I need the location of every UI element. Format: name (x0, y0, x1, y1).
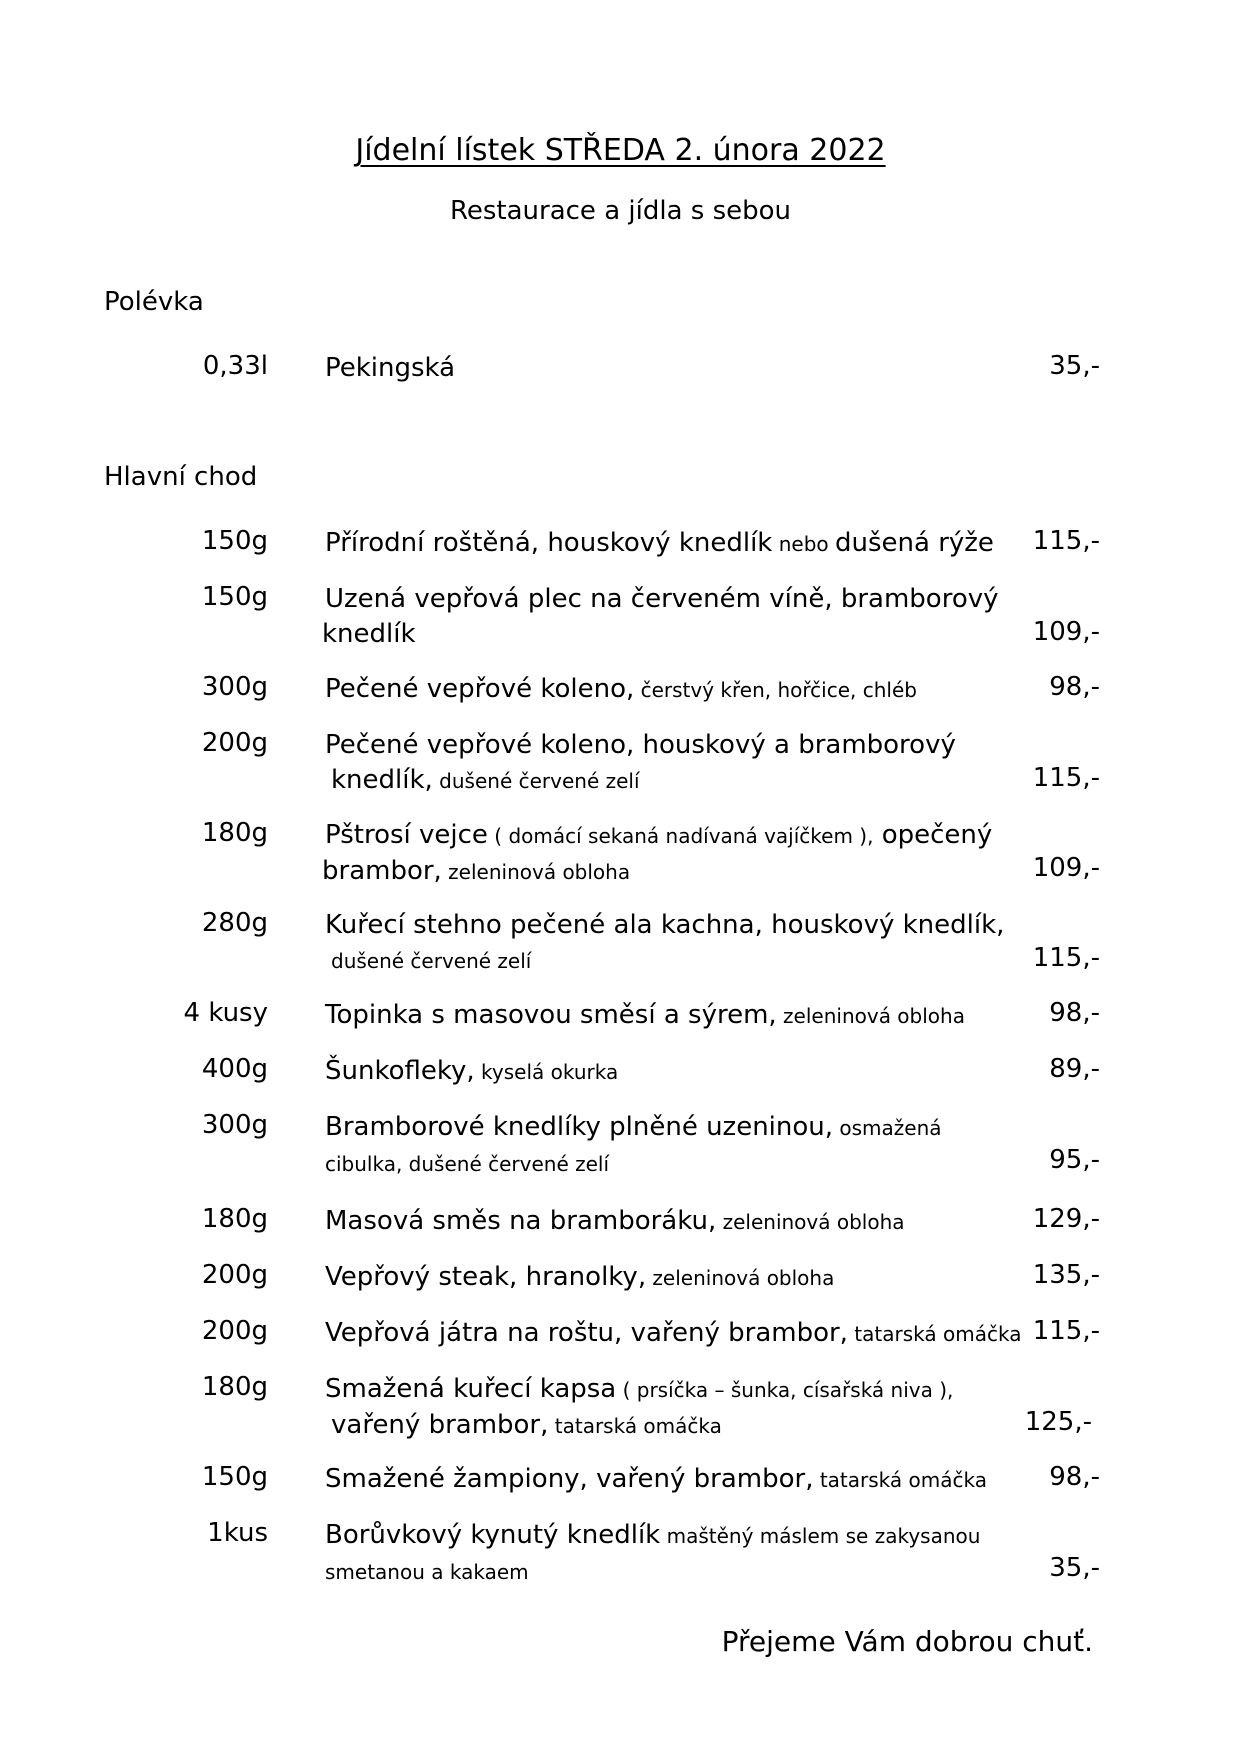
item-name: Kuřecí stehno pečené ala kachna, houskový knedlík, (325, 910, 1005, 940)
item-weight: 150g (201, 1462, 268, 1492)
item-price: 125,- (1024, 1407, 1092, 1437)
item-name: Bramborové knedlíky plněné uzeninou, (325, 1112, 834, 1142)
item-note: dušené červené zelí (331, 949, 532, 973)
item-note: zeleninová obloha (441, 860, 631, 884)
item-description (325, 728, 1035, 799)
item-price: 98,- (1049, 1462, 1100, 1492)
item-name-cont: vařený brambor, (331, 1410, 549, 1440)
item-description (325, 1316, 1035, 1352)
item-note: dušené červené zelí (432, 769, 640, 793)
item-name: Pečené vepřové koleno, houskový a bramborový (325, 730, 956, 760)
item-description (325, 1260, 1035, 1296)
item-note: ( prsíčka – šunka, císařská niva ), (616, 1378, 954, 1402)
item-weight: 280g (201, 908, 268, 938)
item-price: 115,- (1032, 526, 1100, 556)
item-name: Pštrosí vejce (325, 820, 488, 850)
item-description (325, 1054, 1035, 1090)
item-name-cont: brambor, (322, 856, 442, 886)
item-description (325, 1110, 1035, 1182)
item-note: tatarská omáčka (548, 1414, 722, 1438)
item-weight: 0,33l (202, 351, 268, 381)
item-weight: 200g (201, 728, 268, 758)
menu-title: Jídelní lístek STŘEDA 2. února 2022 (355, 133, 886, 168)
item-name: Topinka s masovou směsí a sýrem, (325, 1000, 777, 1030)
item-weight: 4 kusy (183, 998, 268, 1028)
item-name-cont: knedlík, (331, 765, 433, 795)
item-name: Pečené vepřové koleno, (325, 674, 635, 704)
item-name: Masová směs na bramboráku, (325, 1206, 717, 1236)
item-name: Pekingská (325, 353, 456, 383)
item-price: 129,- (1032, 1204, 1100, 1234)
item-note: nebo (772, 532, 835, 556)
section-heading-main: Hlavní chod (104, 462, 258, 492)
item-name: Smažené žampiony, vařený brambor, (325, 1464, 814, 1494)
item-name: Přírodní roštěná, houskový knedlík (325, 528, 773, 558)
item-weight: 180g (201, 818, 268, 848)
item-note: osmažená (833, 1116, 942, 1140)
item-name: Vepřový steak, hranolky, (325, 1262, 647, 1292)
item-price: 89,- (1049, 1054, 1100, 1084)
item-weight: 180g (201, 1204, 268, 1234)
item-note: tatarská omáčka (813, 1468, 987, 1492)
item-name: Smažená kuřecí kapsa (325, 1374, 617, 1404)
item-weight: 400g (201, 1054, 268, 1084)
item-name: Borůvkový kynutý knedlík (325, 1520, 661, 1550)
item-description (322, 818, 1035, 890)
item-name-cont: opečený (873, 820, 993, 850)
item-price: 115,- (1032, 763, 1100, 793)
item-description (325, 908, 1035, 979)
item-description (325, 1518, 1035, 1590)
item-price: 35,- (1049, 351, 1100, 381)
item-name: Šunkofleky, (325, 1056, 475, 1086)
item-price: 95,- (1049, 1145, 1100, 1175)
item-note: cibulka, dušené červené zelí (325, 1152, 610, 1176)
item-note: čerstvý křen, hořčice, chléb (634, 678, 917, 702)
item-price: 109,- (1032, 617, 1100, 647)
item-description (325, 672, 1035, 708)
item-note: zeleninová obloha (776, 1004, 965, 1028)
item-price: 115,- (1032, 943, 1100, 973)
item-weight: 300g (201, 1110, 268, 1140)
item-note: zeleninová obloha (646, 1266, 835, 1290)
closing-wish: Přejeme Vám dobrou chuť. (721, 1625, 1093, 1658)
item-price: 115,- (1032, 1316, 1100, 1346)
item-name: Uzená vepřová plec na červeném víně, bramborový (325, 584, 999, 614)
item-name-cont: knedlík (322, 619, 416, 649)
item-note: maštěný máslem se zakysanou (660, 1524, 981, 1548)
item-note: smetanou a kakaem (325, 1560, 529, 1584)
item-name-cont: dušená rýže (835, 528, 994, 558)
item-weight: 200g (201, 1316, 268, 1346)
item-name: Vepřová játra na roštu, vařený brambor, (325, 1318, 848, 1348)
item-description (325, 998, 1035, 1034)
item-weight: 300g (201, 672, 268, 702)
item-price: 135,- (1032, 1260, 1100, 1290)
item-description (325, 1462, 1035, 1498)
item-note: kyselá okurka (474, 1060, 619, 1084)
item-note: tatarská omáčka (847, 1322, 1022, 1346)
item-description (325, 526, 1035, 562)
item-description (325, 1204, 1035, 1240)
item-price: 109,- (1032, 853, 1100, 883)
item-weight: 200g (201, 1260, 268, 1290)
item-weight: 1kus (207, 1518, 268, 1548)
section-heading-soup: Polévka (104, 287, 204, 317)
item-description (322, 582, 1035, 652)
item-description (325, 351, 1035, 386)
item-weight: 180g (201, 1372, 268, 1402)
item-note: zeleninová obloha (716, 1210, 905, 1234)
item-price: 98,- (1049, 672, 1100, 702)
item-weight: 150g (201, 526, 268, 556)
item-weight: 150g (201, 582, 268, 612)
item-price: 35,- (1049, 1553, 1100, 1583)
item-note: ( domácí sekaná nadívaná vajíčkem ), (487, 824, 874, 848)
item-description (325, 1372, 1035, 1444)
menu-subtitle: Restaurace a jídla s sebou (449, 196, 792, 226)
item-price: 98,- (1049, 998, 1100, 1028)
